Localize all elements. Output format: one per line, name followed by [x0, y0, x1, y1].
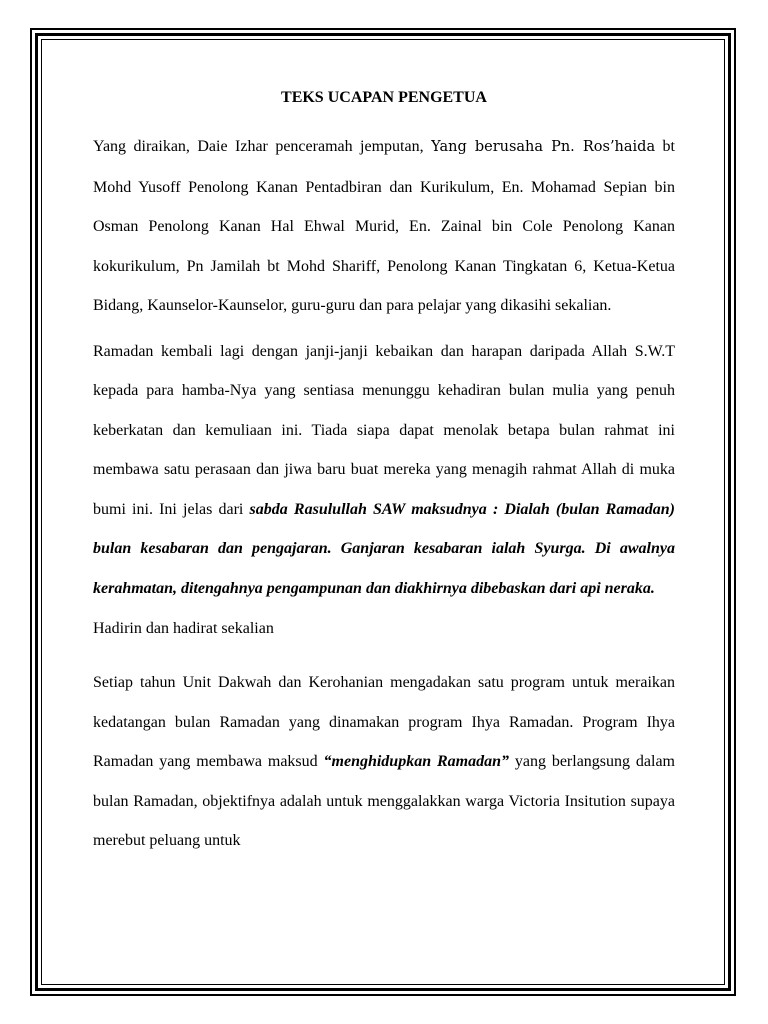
program-paragraph [93, 663, 675, 861]
ramadan-paragraph [93, 332, 675, 609]
document-body [93, 86, 675, 867]
greeting-rest: bt Mohd Yusoff Penolong Kanan Pentadbiran dan Kurikulum, En. Mohamad Sepian bin Osman Penolong Kanan Hal Ehwal Murid, En. Zainal bin Cole Penolong Kanan kokurikulum, Pn Jamilah bt Mohd Shariff, Penolong Kanan Tingkatan 6, Ketua-Ketua Bidang, Kaunselor-Kaunselor, guru-guru dan para pelajar yang dikasihi sekalian. [93, 138, 676, 314]
document-title: TEKS UCAPAN PENGETUA [281, 89, 487, 106]
greeting-paragraph [93, 127, 675, 326]
program-lead: Setiap tahun Unit Dakwah dan Kerohanian mengadakan satu program untuk meraikan kedatangan bulan Ramadan yang dinamakan program Ihya Ramadan. Program Ihya Ramadan yang membawa maksud [93, 674, 675, 770]
ramadan-lead: Ramadan kembali lagi dengan janji-janji kebaikan dan harapan daripada Allah S.W.T kepada para hamba-Nya yang sentiasa menunggu kehadiran bulan mulia yang penuh keberkatan dan kemuliaan ini. Tiada siapa dapat menolak betapa bulan rahmat ini membawa satu perasaan dan jiwa baru buat mereka yang menagih rahmat Allah di muka bumi ini. Ini jelas dari [93, 342, 675, 518]
audience-salutation: Hadirin dan hadirat sekalian [93, 620, 274, 637]
greeting-insert: Yang berusaha Pn. Ros’haida [431, 139, 656, 155]
hadith-quote: sabda Rasulullah SAW maksudnya : Dialah (bulan Ramadan) bulan kesabaran dan pengajaran. Ganjaran kesabaran ialah Syurga. Di awalnya kerahmatan, ditengahnya pengampunan dan diakhirnya dibebaskan dari api neraka. [93, 500, 676, 597]
program-rest: yang berlangsung dalam bulan Ramadan, objektifnya adalah untuk menggalakkan warga Victoria Insitution supaya merebut peluang untuk [93, 753, 675, 849]
greeting-lead: Yang diraikan, Daie Izhar penceramah jemputan, [93, 138, 432, 155]
program-meaning-quote: “menghidupkan Ramadan” [323, 753, 509, 770]
